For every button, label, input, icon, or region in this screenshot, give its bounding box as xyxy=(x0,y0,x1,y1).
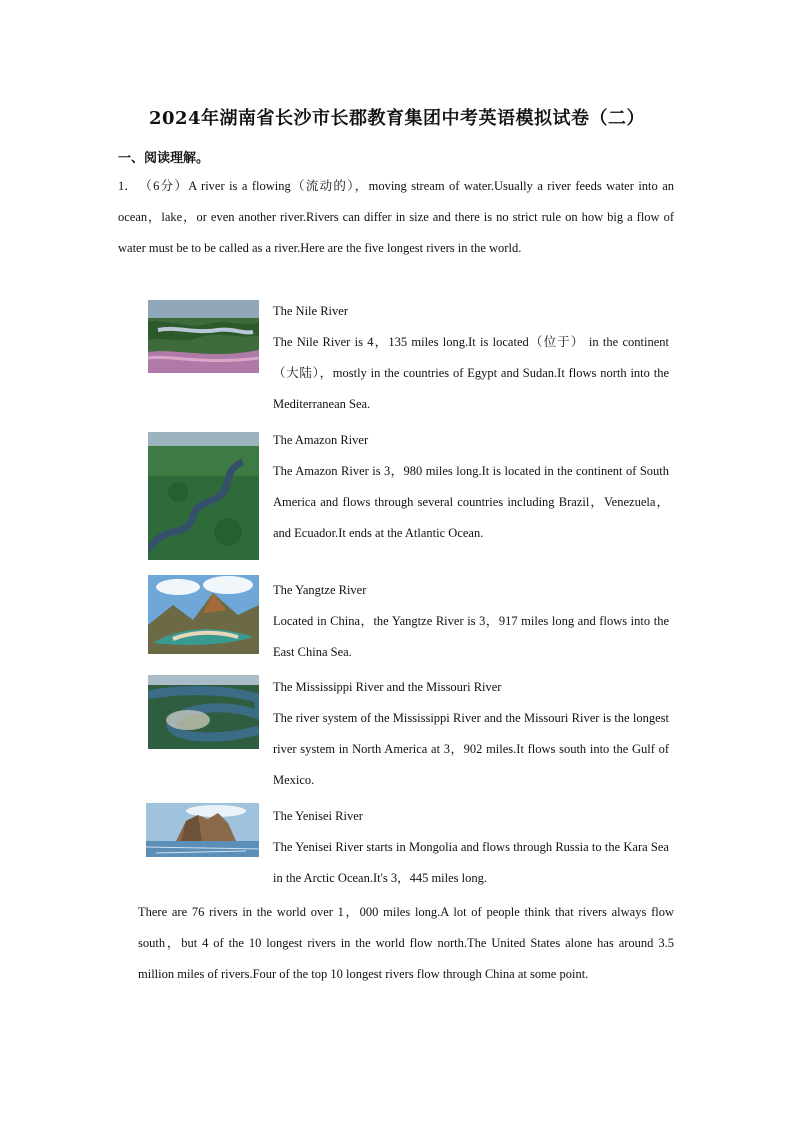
section-heading: 一、阅读理解。 xyxy=(118,151,210,166)
yangtze-river-photo xyxy=(148,575,259,654)
question-intro xyxy=(118,171,674,264)
river-name: The Mississippi River and the Missouri River xyxy=(273,680,502,694)
river-name: The Yenisei River xyxy=(273,809,363,823)
yenisei-river-photo xyxy=(146,803,259,857)
question-number: 1． xyxy=(118,179,137,193)
river-entry-amazon xyxy=(273,425,669,549)
river-description: The river system of the Mississippi River and the Missouri River is the longest river system in North America at 3，902 miles.It flows south into the Gulf of Mexico. xyxy=(273,711,669,787)
nile-river-photo xyxy=(148,300,259,373)
river-description: Located in China，the Yangtze River is 3，917 miles long and flows into the East China Sea. xyxy=(273,614,669,659)
river-name: The Nile River xyxy=(273,304,348,318)
closing-paragraph: There are 76 rivers in the world over 1，000 miles long.A lot of people think that rivers always flow south，but 4 of the 10 longest rivers in the world flow north.The United States alone has around 3.5 million miles of rivers.Four of the top 10 longest rivers flow through China at some point. xyxy=(138,905,674,981)
mississippi-river-photo xyxy=(148,675,259,749)
river-entry-yangtze xyxy=(273,575,669,668)
question-intro-text: （6分）A river is a flowing（流动的），moving stream of water.Usually a river feeds water into an ocean，lake，or even another river.Rivers can differ in size and there is no strict rule on how big a flow of water must be to be called as a river.Here are the five longest rivers in the world. xyxy=(118,179,674,255)
river-description: The Amazon River is 3，980 miles long.It is located in the continent of South America and flows through several countries including Brazil，Venezuela，and Ecuador.It ends at the Atlantic Ocean. xyxy=(273,464,669,540)
river-entry-mississippi xyxy=(273,672,669,796)
amazon-river-photo xyxy=(148,432,259,560)
river-entry-nile xyxy=(273,296,669,420)
river-description: The Yenisei River starts in Mongolia and flows through Russia to the Kara Sea in the Arctic Ocean.It's 3，445 miles long. xyxy=(273,840,669,885)
page-title: 2024年湖南省长沙市长郡教育集团中考英语模拟试卷（二） xyxy=(148,108,646,129)
river-description: The Nile River is 4，135 miles long.It is located（位于） in the continent（大陆），mostly in the countries of Egypt and Sudan.It flows north into the Mediterranean Sea. xyxy=(273,335,669,411)
river-entry-yenisei xyxy=(273,801,669,894)
river-name: The Yangtze River xyxy=(273,583,367,597)
river-name: The Amazon River xyxy=(273,433,369,447)
